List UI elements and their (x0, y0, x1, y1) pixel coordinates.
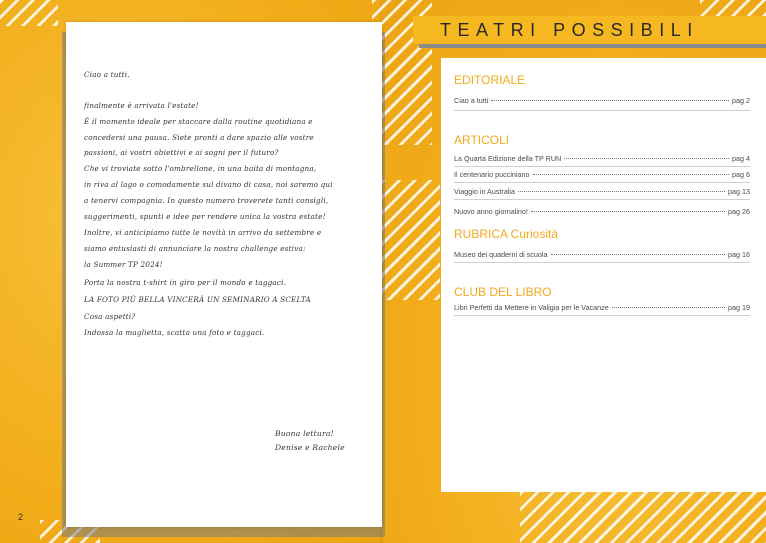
letter-line: passioni, ai vostri obiettivi e ai sogni per il futuro? (84, 148, 279, 157)
divider (454, 166, 750, 167)
letter-line: LA FOTO PIÙ BELLA VINCERÀ UN SEMINARIO A SCELTA (84, 295, 311, 304)
toc-entry[interactable] (454, 303, 750, 312)
toc-entry-page: pag 19 (728, 303, 750, 312)
letter-greeting: Ciao a tutti, (84, 70, 130, 79)
letter-line: Che vi troviate sotto l'ombrellone, in una baita di montagna, (84, 164, 317, 173)
letter-signature: Denise e Rachele (275, 443, 345, 452)
letter-line: concedersi una pausa. Siete pronti a dare spazio alle vostre (84, 133, 314, 142)
toc-entry-page: pag 13 (728, 187, 750, 196)
toc-entry[interactable] (454, 96, 750, 105)
stripe-decoration (0, 0, 58, 26)
toc-entry-page: pag 2 (732, 96, 750, 105)
letter-line: Inoltre, vi anticipiamo tutte le novità in arrivo da settembre e (84, 228, 322, 237)
toc-entry-page: pag 26 (728, 207, 750, 216)
divider (454, 110, 750, 111)
divider (454, 182, 750, 183)
toc-entry[interactable] (454, 170, 750, 179)
toc-leader-dots (491, 100, 729, 101)
letter-line: Indossa la maglietta, scatta una foto e taggaci. (84, 328, 265, 337)
toc-entry[interactable] (454, 187, 750, 196)
toc-entry[interactable] (454, 154, 750, 163)
toc-leader-dots (518, 191, 725, 192)
stripe-decoration (520, 492, 766, 543)
toc-leader-dots (531, 211, 725, 212)
letter-line: in riva al lago o comodamente sul divano di casa, noi saremo qui (84, 180, 333, 189)
toc-leader-dots (533, 174, 729, 175)
table-of-contents (441, 58, 766, 492)
toc-section-heading: EDITORIALE (454, 73, 526, 87)
toc-entry-title: Viaggio in Australia (454, 187, 516, 196)
stripe-decoration (382, 180, 440, 300)
letter-line: la Summer TP 2024! (84, 260, 163, 269)
toc-entry-page: pag 16 (728, 250, 750, 259)
toc-entry-page: pag 4 (732, 154, 750, 163)
toc-leader-dots (564, 158, 729, 159)
toc-entry-page: pag 6 (732, 170, 750, 179)
stripe-decoration (700, 0, 766, 16)
letter-signoff: Buona lettura! (275, 429, 334, 438)
toc-entry-title: Libri Perfetti da Mettere in Valigia per le Vacanze (454, 303, 609, 312)
toc-leader-dots (551, 254, 726, 255)
toc-entry[interactable] (454, 250, 750, 259)
letter-line: a tenervi compagnia. In questo numero troverete tanti consigli, (84, 196, 329, 205)
toc-section-heading: CLUB DEL LIBRO (454, 285, 552, 299)
toc-entry-title: Il centenario pucciniano (454, 170, 530, 179)
toc-leader-dots (612, 307, 725, 308)
letter-line: Porta la nostra t-shirt in giro per il mondo e taggaci. (84, 278, 287, 287)
page-number: 2 (18, 512, 24, 522)
letter-line: Cosa aspetti? (84, 312, 136, 321)
letter-line: È il momento ideale per staccare dalla routine quotidiana e (84, 117, 313, 126)
divider (454, 315, 750, 316)
magazine-title: TEATRI POSSIBILI (440, 20, 699, 40)
toc-section-heading: RUBRICA Curiosità (454, 227, 559, 241)
divider (454, 262, 750, 263)
toc-section-heading: ARTICOLI (454, 133, 510, 147)
toc-entry-title: Nuovo anno giornalino! (454, 207, 528, 216)
letter-line: siamo entusiasti di annunciare la nostra challenge estiva: (84, 244, 306, 253)
toc-entry-title: La Quarta Edizione della TP RUN (454, 154, 562, 163)
divider (454, 199, 750, 200)
toc-entry-title: Ciao a tutti (454, 96, 489, 105)
toc-entry-title: Museo dei quaderni di scuola (454, 250, 548, 259)
letter-line: finalmente è arrivata l'estate! (84, 101, 199, 110)
toc-entry[interactable] (454, 207, 750, 216)
letter-line: suggerimenti, spunti e idee per rendere unica la vostra estate! (84, 212, 326, 221)
